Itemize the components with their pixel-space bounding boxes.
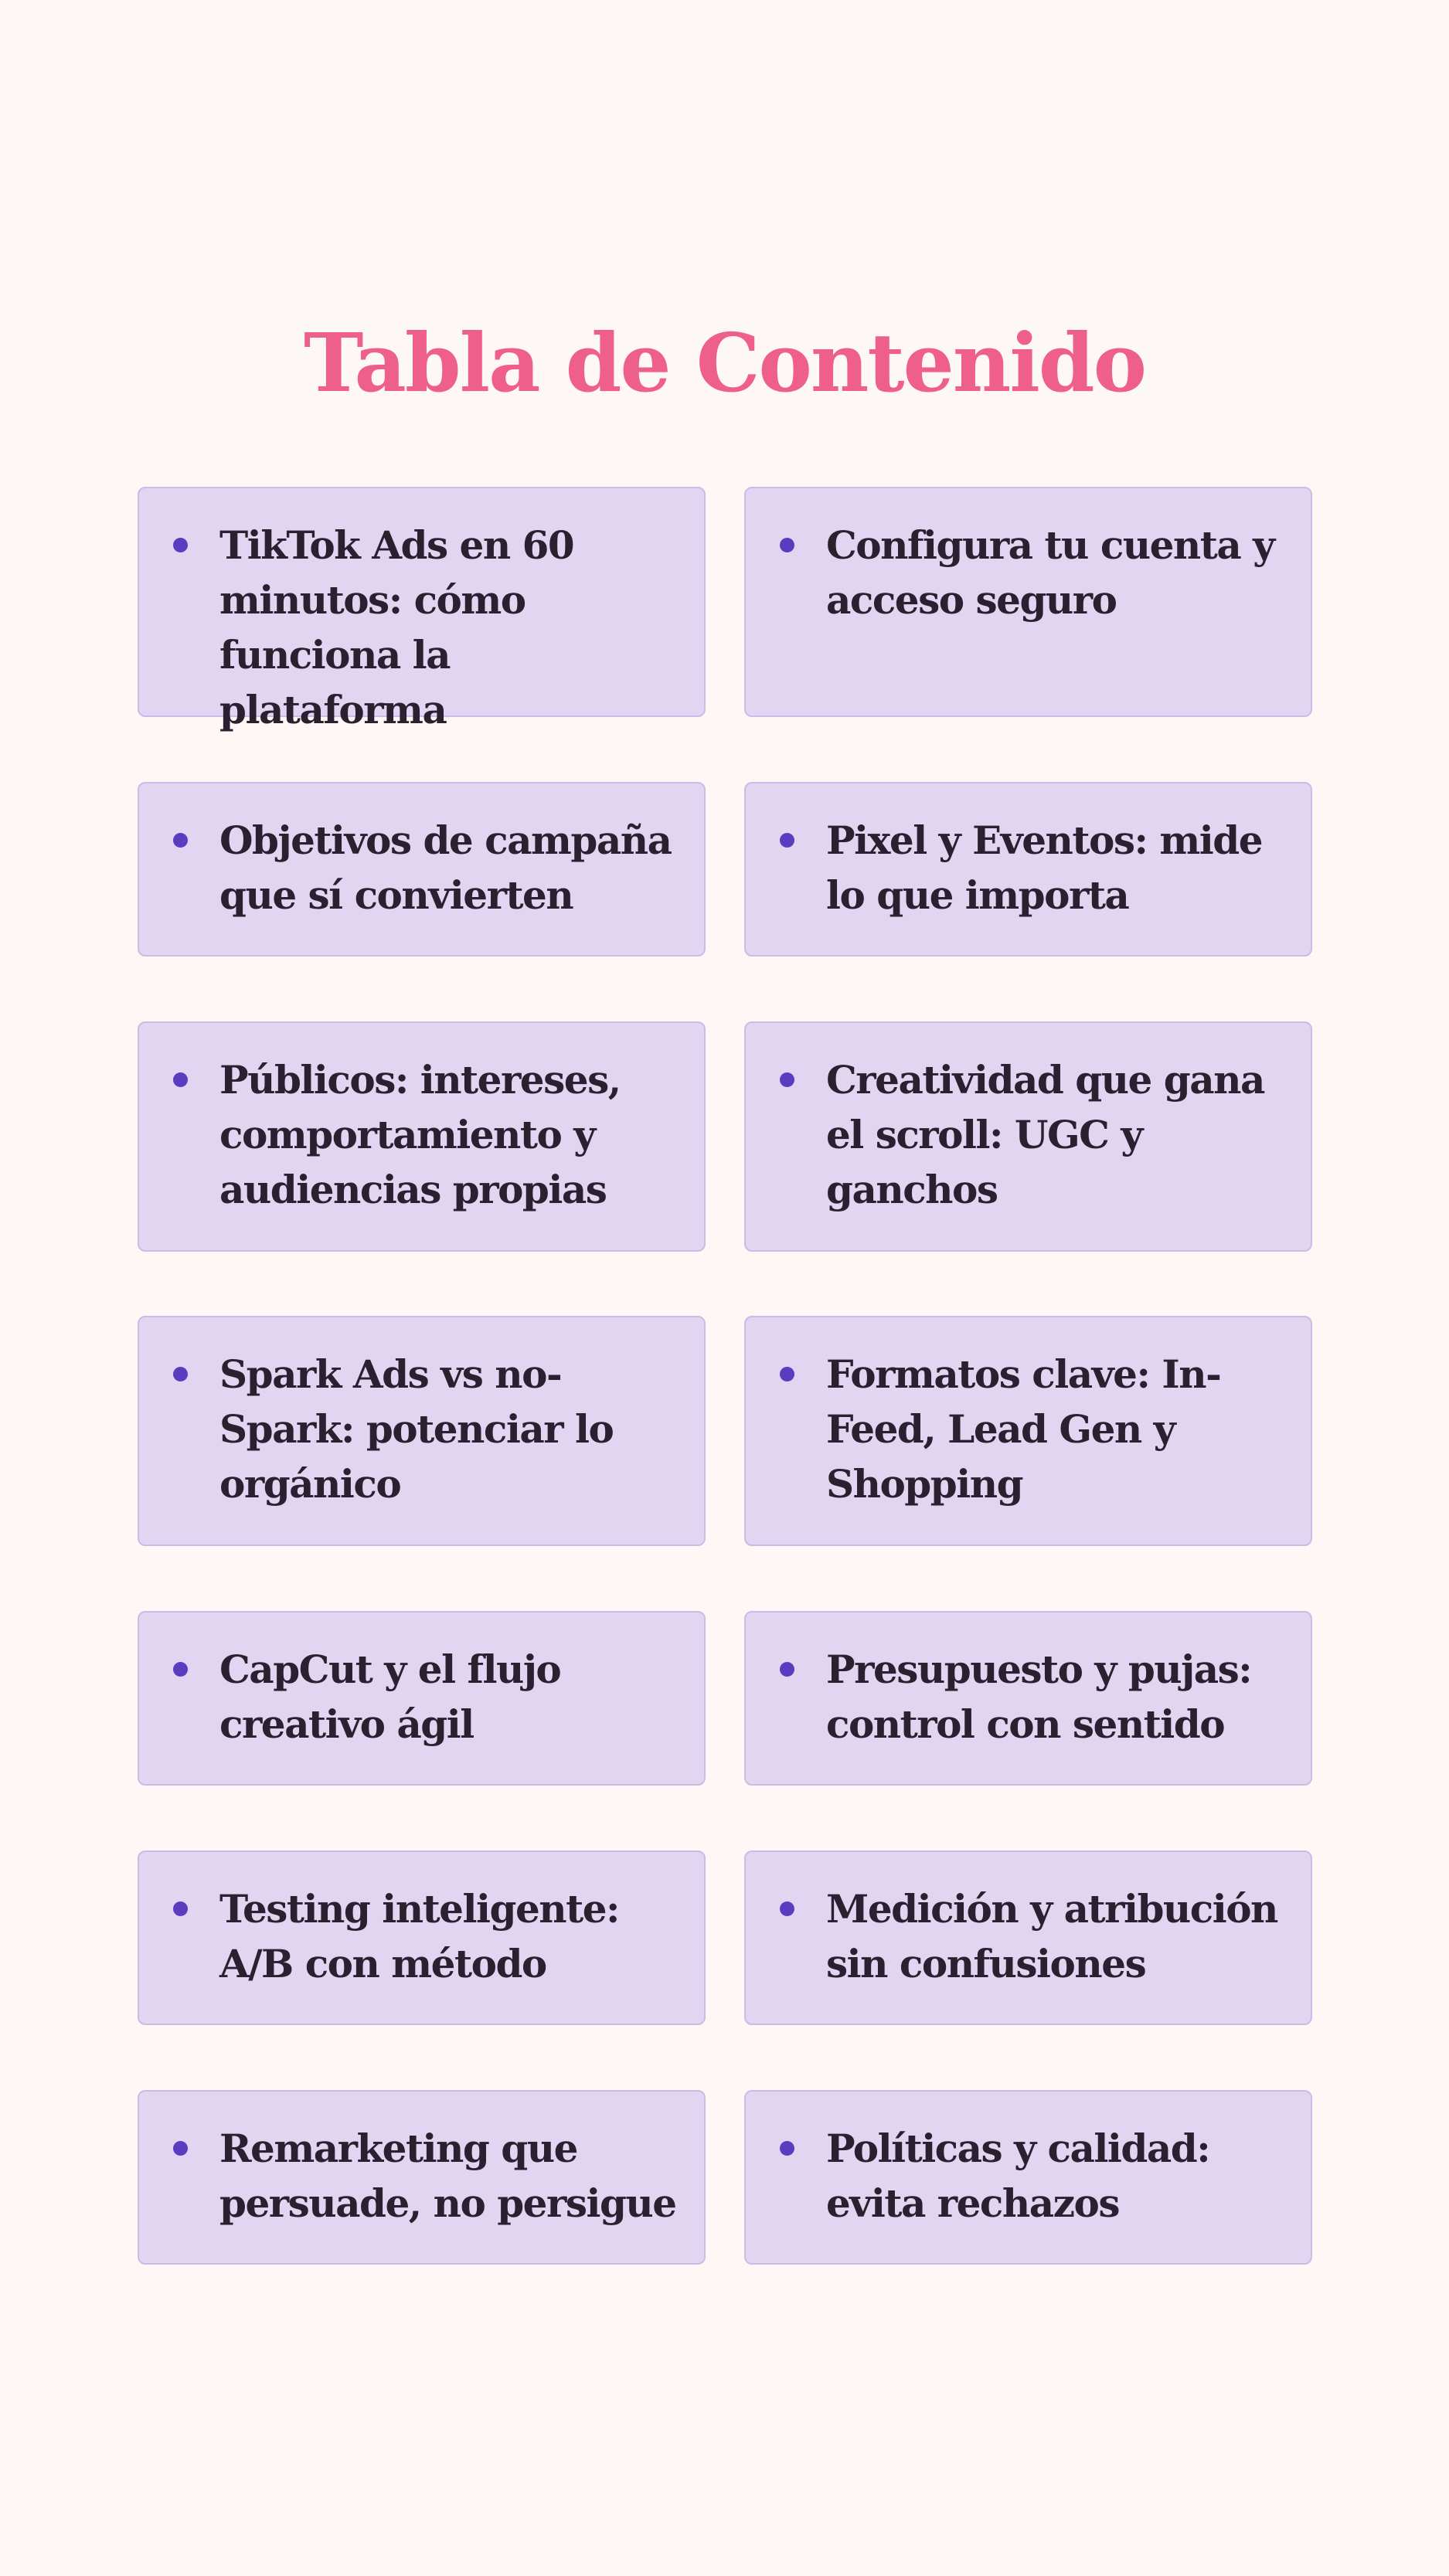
toc-item bbox=[138, 487, 706, 732]
toc-item-label: Pixel y Eventos: mide lo que importa bbox=[826, 817, 1263, 918]
toc-item-label: Spark Ads vs no-Spark: potenciar lo orgánico bbox=[219, 1351, 614, 1507]
bullet-dot-icon bbox=[780, 538, 794, 552]
bullet-dot-icon bbox=[173, 1662, 188, 1677]
toc-item bbox=[744, 1021, 1312, 1252]
toc-item-label: Políticas y calidad: evita rechazos bbox=[826, 2126, 1210, 2226]
toc-item bbox=[744, 1316, 1312, 1546]
page-title: Tabla de Contenido bbox=[304, 315, 1145, 410]
bullet-dot-icon bbox=[173, 1901, 188, 1916]
toc-item bbox=[138, 1611, 706, 1786]
toc-item-label: Formatos clave: In-Feed, Lead Gen y Shopping bbox=[826, 1351, 1221, 1507]
toc-item bbox=[138, 1316, 706, 1546]
toc-item-label: CapCut y el flujo creativo ágil bbox=[219, 1647, 561, 1747]
toc-item-label: TikTok Ads en 60 minutos: cómo funciona la plataforma bbox=[219, 522, 574, 732]
bullet-dot-icon bbox=[173, 833, 188, 848]
bullet-dot-icon bbox=[780, 833, 794, 848]
toc-item-label: Remarketing que persuade, no persigue bbox=[219, 2126, 676, 2226]
toc-item-label: Objetivos de campaña que sí convierten bbox=[219, 817, 672, 918]
toc-item bbox=[744, 1850, 1312, 2025]
toc-item bbox=[138, 2090, 706, 2265]
bullet-dot-icon bbox=[780, 1662, 794, 1677]
bullet-dot-icon bbox=[780, 1367, 794, 1381]
toc-item bbox=[744, 487, 1312, 717]
toc-item-label: Configura tu cuenta y acceso seguro bbox=[826, 522, 1274, 623]
bullet-dot-icon bbox=[173, 1072, 188, 1087]
toc-item bbox=[138, 782, 706, 957]
toc-item-label: Testing inteligente: A/B con método bbox=[219, 1886, 619, 1986]
toc-item-label: Creatividad que gana el scroll: UGC y ganchos bbox=[826, 1057, 1264, 1212]
bullet-dot-icon bbox=[780, 2141, 794, 2156]
toc-item bbox=[744, 1611, 1312, 1786]
bullet-dot-icon bbox=[173, 2141, 188, 2156]
toc-item bbox=[138, 1021, 706, 1252]
toc-grid bbox=[138, 487, 1312, 2265]
toc-item bbox=[744, 2090, 1312, 2265]
toc-item bbox=[744, 782, 1312, 957]
bullet-dot-icon bbox=[780, 1072, 794, 1087]
toc-item-label: Presupuesto y pujas: control con sentido bbox=[826, 1647, 1252, 1747]
bullet-dot-icon bbox=[173, 1367, 188, 1381]
bullet-dot-icon bbox=[173, 538, 188, 552]
toc-item-label: Medición y atribución sin confusiones bbox=[826, 1886, 1277, 1986]
toc-item bbox=[138, 1850, 706, 2025]
bullet-dot-icon bbox=[780, 1901, 794, 1916]
toc-item-label: Públicos: intereses, comportamiento y audiencias propias bbox=[219, 1057, 621, 1212]
